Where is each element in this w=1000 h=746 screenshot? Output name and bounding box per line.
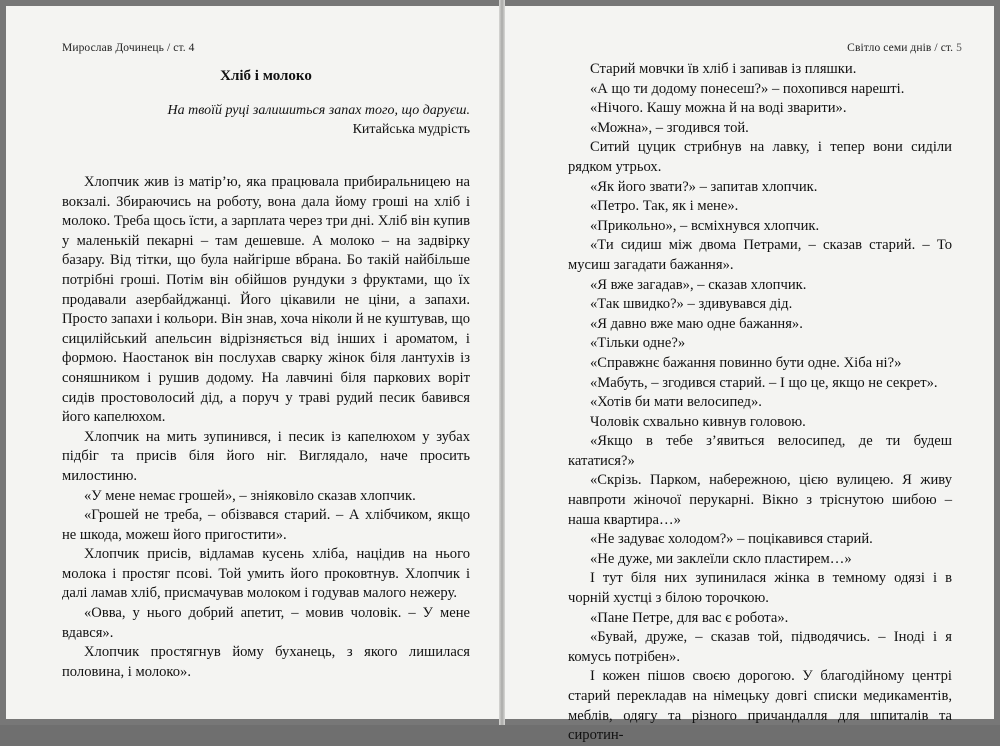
paragraph: «Овва, у нього добрий апетит, – мовив чоловік. – У мене вдався». (62, 605, 470, 641)
paragraph: Хлопчик на мить зупинився, і песик із капелюхом у зубах підбіг та присів біля його ніг. Виглядало, наче просить милостиню. (62, 428, 470, 484)
paragraph: «Бувай, друже, – сказав той, підводячись. – Іноді і я комусь потрібен». (568, 629, 952, 665)
paragraph: «Я давно вже маю одне бажання». (590, 315, 803, 332)
paragraph: «Так швидко?» – здивувався дід. (590, 296, 793, 313)
paragraph: «Не дуже, ми заклеїли скло пластирем…» (590, 550, 852, 567)
running-head-book-title: Світло семи днів / ст. (847, 42, 954, 54)
paragraph: «Як його звати?» – запитав хлопчик. (590, 178, 818, 195)
epigraph (62, 101, 470, 139)
paragraph: І кожен пішов своєю дорогою. У благодійному центрі старий перекладав на німецьку довгі списки медикаментів, меблів, одягу та різного причандалля для шпиталів та сиротин- (568, 668, 952, 744)
paragraph: Ситий цуцик стрибнув на лавку, і тепер вони сиділи рядком утрьох. (568, 139, 952, 175)
running-head-right (568, 42, 962, 58)
paragraph: Хлопчик простягнув йому буханець, з якого лишилася половина, і молоко». (62, 644, 470, 680)
paragraph: «Прикольно», – всміхнувся хлопчик. (590, 217, 820, 234)
paragraph: «Пане Петре, для вас є робота». (590, 609, 789, 626)
paragraph: «Скрізь. Парком, набережною, цією вулицею. Я живу навпроти жіночої перукарні. Вікно з тріснутою шибою – наша квартира…» (568, 472, 952, 528)
right-page-body (568, 60, 952, 746)
paragraph: «А що ти додому понесеш?» – похопився нарешті. (590, 80, 905, 97)
epigraph-quote: На твоїй руці залишиться запах того, що даруєш. (167, 103, 470, 118)
paragraph: Чоловік схвально кивнув головою. (590, 413, 806, 430)
book-gutter (499, 0, 505, 725)
paragraph: «Не задуває холодом?» – поцікавився старий. (590, 531, 873, 548)
paragraph: «Ти сидиш між двома Петрами, – сказав старий. – То мусиш загадати бажання». (568, 237, 952, 273)
paragraph: «Грошей не треба, – обізвався старий. – А хлібчиком, якщо не шкода, можеш його пригостити». (62, 507, 470, 543)
left-page-body (62, 173, 470, 682)
running-head-left: Мирослав Дочинець / ст. 4 (62, 42, 195, 54)
left-page (6, 6, 500, 719)
paragraph: «У мене немає грошей», – зніяковіло сказав хлопчик. (84, 487, 416, 504)
paragraph: Хлопчик присів, відламав кусень хліба, націдив на нього молока і простяг псові. Той умить його проковтнув. Хлопчик і далі ламав хліб, присмачував молоком і годував малого нежеру. (62, 546, 470, 602)
paragraph: «Можна», – згодився той. (590, 119, 749, 136)
paragraph: «Мабуть, – згодився старий. – І що це, якщо не секрет». (590, 374, 938, 391)
page-number: 5 (956, 42, 962, 54)
paragraph: І тут біля них зупинилася жінка в темному одязі і в чорній хустці з білою торочкою. (568, 570, 952, 607)
story-title: Хліб і молоко (220, 68, 312, 84)
paragraph: Хлопчик жив із матір’ю, яка працювала прибиральницею на вокзалі. Збираючись на роботу, вона дала йому гроші на хліб і молоко. Треба щось їсти, а зарплата через три дні. Хліб він купив у маленькій пекарні – там дешевше. А молоко – на задвірку базару. Від тітки, що була найгірше вбрана. Бо такій найбільше потрібні гроші. Потім він обійшов рундуки з фруктами, що їх продавали азербайджанці. Його цікавили не ціни, а запахи. Просто запахи і кольори. Він знав, хоча ніколи й не куштував, що сицилійський апельсин відрізняється від інших і ароматом, і формою. Наостанок він послухав сварку жінок біля лантухів із соняшником і рушив додому. На лавчині біля паркових воріт сидів простоволосий дід, а поруч у траві рудий песик бавився його капелюхом. (62, 174, 470, 426)
paragraph: «Я вже загадав», – сказав хлопчик. (590, 276, 807, 293)
paragraph: «Справжнє бажання повинно бути одне. Хіба ні?» (590, 354, 902, 371)
paragraph: «Тільки одне?» (590, 335, 686, 352)
paragraph: «Якщо в тебе з’явиться велосипед, де ти будеш кататися?» (568, 433, 952, 469)
right-page (504, 6, 994, 744)
paragraph: «Нічого. Кашу можна й на воді зварити». (590, 100, 847, 117)
paragraph: Старий мовчки їв хліб і запивав із пляшки. (590, 61, 857, 77)
epigraph-source: Китайська мудрість (352, 122, 470, 137)
paragraph: «Петро. Так, як і мене». (590, 198, 739, 215)
paragraph: «Хотів би мати велосипед». (590, 394, 762, 411)
